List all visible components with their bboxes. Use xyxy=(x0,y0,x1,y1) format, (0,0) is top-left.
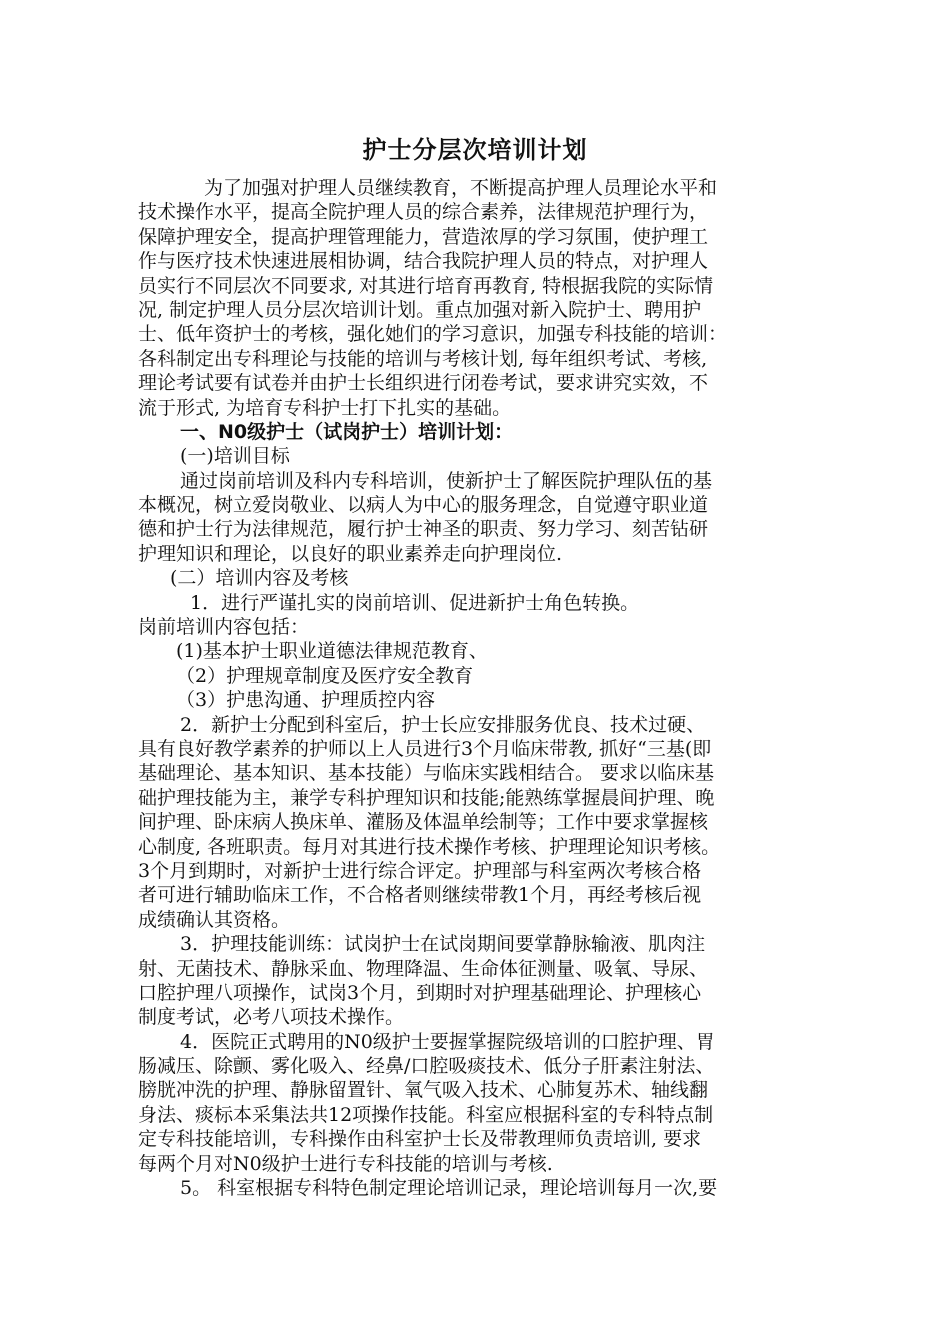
body-text-line: 础护理技能为主，兼学专科护理知识和技能;能熟练掌握晨间护理、晚 xyxy=(138,786,715,809)
body-text-line: 定专科技能培训，专科操作由科室护士长及带教理师负责培训, 要求 xyxy=(138,1128,702,1151)
body-text-line: 膀胱冲洗的护理、静脉留置针、氧气吸入技术、心肺复苏术、轴线翻 xyxy=(138,1079,709,1102)
body-text-line: 者可进行辅助临床工作，不合格者则继续带教1个月，再经考核后视 xyxy=(138,884,702,907)
body-text-line: (1)基本护士职业道德法律规范教育、 xyxy=(176,640,488,663)
body-text-line: 为了加强对护理人员继续教育，不断提高护理人员理论水平和 xyxy=(204,177,718,199)
body-text-line: 射、无菌技术、静脉采血、物理降温、生命体征测量、吸氧、导尿、 xyxy=(138,957,709,980)
body-text-line: 基础理论、基本知识、基本技能）与临床实践相结合。 要求以临床基 xyxy=(138,762,715,785)
body-text-line: 5。 科室根据专科特色制定理论培训记录，理论培训每月一次,要 xyxy=(180,1177,718,1200)
body-text-line: 2．新护士分配到科室后，护士长应安排服务优良、技术过硬、 xyxy=(180,713,706,736)
body-text-line: 每两个月对N0级护士进行专科技能的培训与考核. xyxy=(138,1152,553,1175)
document-body xyxy=(138,176,818,1200)
body-text-line: 口腔护理八项操作，试岗3个月，到期时对护理基础理论、护理核心 xyxy=(138,981,702,1004)
body-text-line: 护理知识和理论，以良好的职业素养走向护理岗位. xyxy=(138,542,563,565)
section-heading-line: 一、N0级护士（试岗护士）培训计划： xyxy=(180,420,514,443)
body-text-line: 德和护士行为法律规范，履行护士神圣的职责、努力学习、刻苦钻研 xyxy=(138,518,709,541)
body-text-line: （3）护患沟通、护理质控内容 xyxy=(176,689,436,712)
body-text-line: （2）护理规章制度及医疗安全教育 xyxy=(176,664,474,687)
body-text-line: 间护理、卧床病人换床单、灌肠及体温单绘制等；工作中要求掌握核 xyxy=(138,811,709,834)
body-text-line: 3个月到期时，对新护士进行综合评定。护理部与科室两次考核合格 xyxy=(138,859,702,882)
body-text-line: 通过岗前培训及科内专科培训，使新护士了解医院护理队伍的基 xyxy=(180,469,713,492)
body-text-line: 4．医院正式聘用的N0级护士要握掌握院级培训的口腔护理、胃 xyxy=(180,1030,715,1053)
body-text-line: 成绩确认其资格。 xyxy=(138,908,291,931)
body-text-line: 作与医疗技术快速进展相协调，结合我院护理人员的特点，对护理人 xyxy=(138,250,709,273)
body-text-line: 身法、痰标本采集法共12项操作技能。科室应根据科室的专科特点制 xyxy=(138,1103,714,1126)
body-text-line: 保障护理安全，提高护理管理能力，营造浓厚的学习氛围，使护理工 xyxy=(138,225,709,248)
body-text-line: 1．进行严谨扎实的岗前培训、促进新护士角色转换。 xyxy=(190,591,640,614)
body-text-line: 3．护理技能训练：试岗护士在试岗期间要掌静脉输液、肌肉注 xyxy=(180,933,706,956)
body-text-line: 心制度, 各班职责。每月对其进行技术操作考核、护理理论知识考核。 xyxy=(138,835,721,858)
body-text-line: 流于形式, 为培育专科护士打下扎实的基础。 xyxy=(138,396,512,419)
body-text-line: 肠减压、除颤、雾化吸入、经鼻/口腔吸痰技术、低分子肝素注射法、 xyxy=(138,1055,715,1078)
body-text-line: 况, 制定护理人员分层次培训计划。重点加强对新入院护士、聘用护 xyxy=(138,298,702,321)
body-text-line: 技术操作水平，提高全院护理人员的综合素养，法律规范护理行为， xyxy=(138,201,709,224)
body-text-line: 各科制定出专科理论与技能的培训与考核计划, 每年组织考试、考核, xyxy=(138,347,708,370)
body-text-line: 理论考试要有试卷并由护士长组织进行闭卷考试，要求讲究实效，不 xyxy=(138,372,709,395)
body-text-line: 员实行不同层次不同要求, 对其进行培育再教育, 特根据我院的实际情 xyxy=(138,274,714,297)
body-text-line: 岗前培训内容包括： xyxy=(138,616,310,639)
body-text-line: 制度考试，必考八项技术操作。 xyxy=(138,1006,405,1029)
body-text-line: 本概况，树立爱岗敬业、以病人为中心的服务理念，自觉遵守职业道 xyxy=(138,494,709,517)
document-title: 护士分层次培训计划 xyxy=(362,136,588,164)
body-text-line: (二）培训内容及考核 xyxy=(170,567,349,590)
body-text-line: 士、低年资护士的考核，强化她们的学习意识，加强专科技能的培训： xyxy=(138,323,728,346)
body-text-line: (一)培训目标 xyxy=(180,445,290,468)
body-text-line: 具有良好教学素养的护师以上人员进行3个月临床带教, 抓好“三基(即 xyxy=(138,737,712,760)
